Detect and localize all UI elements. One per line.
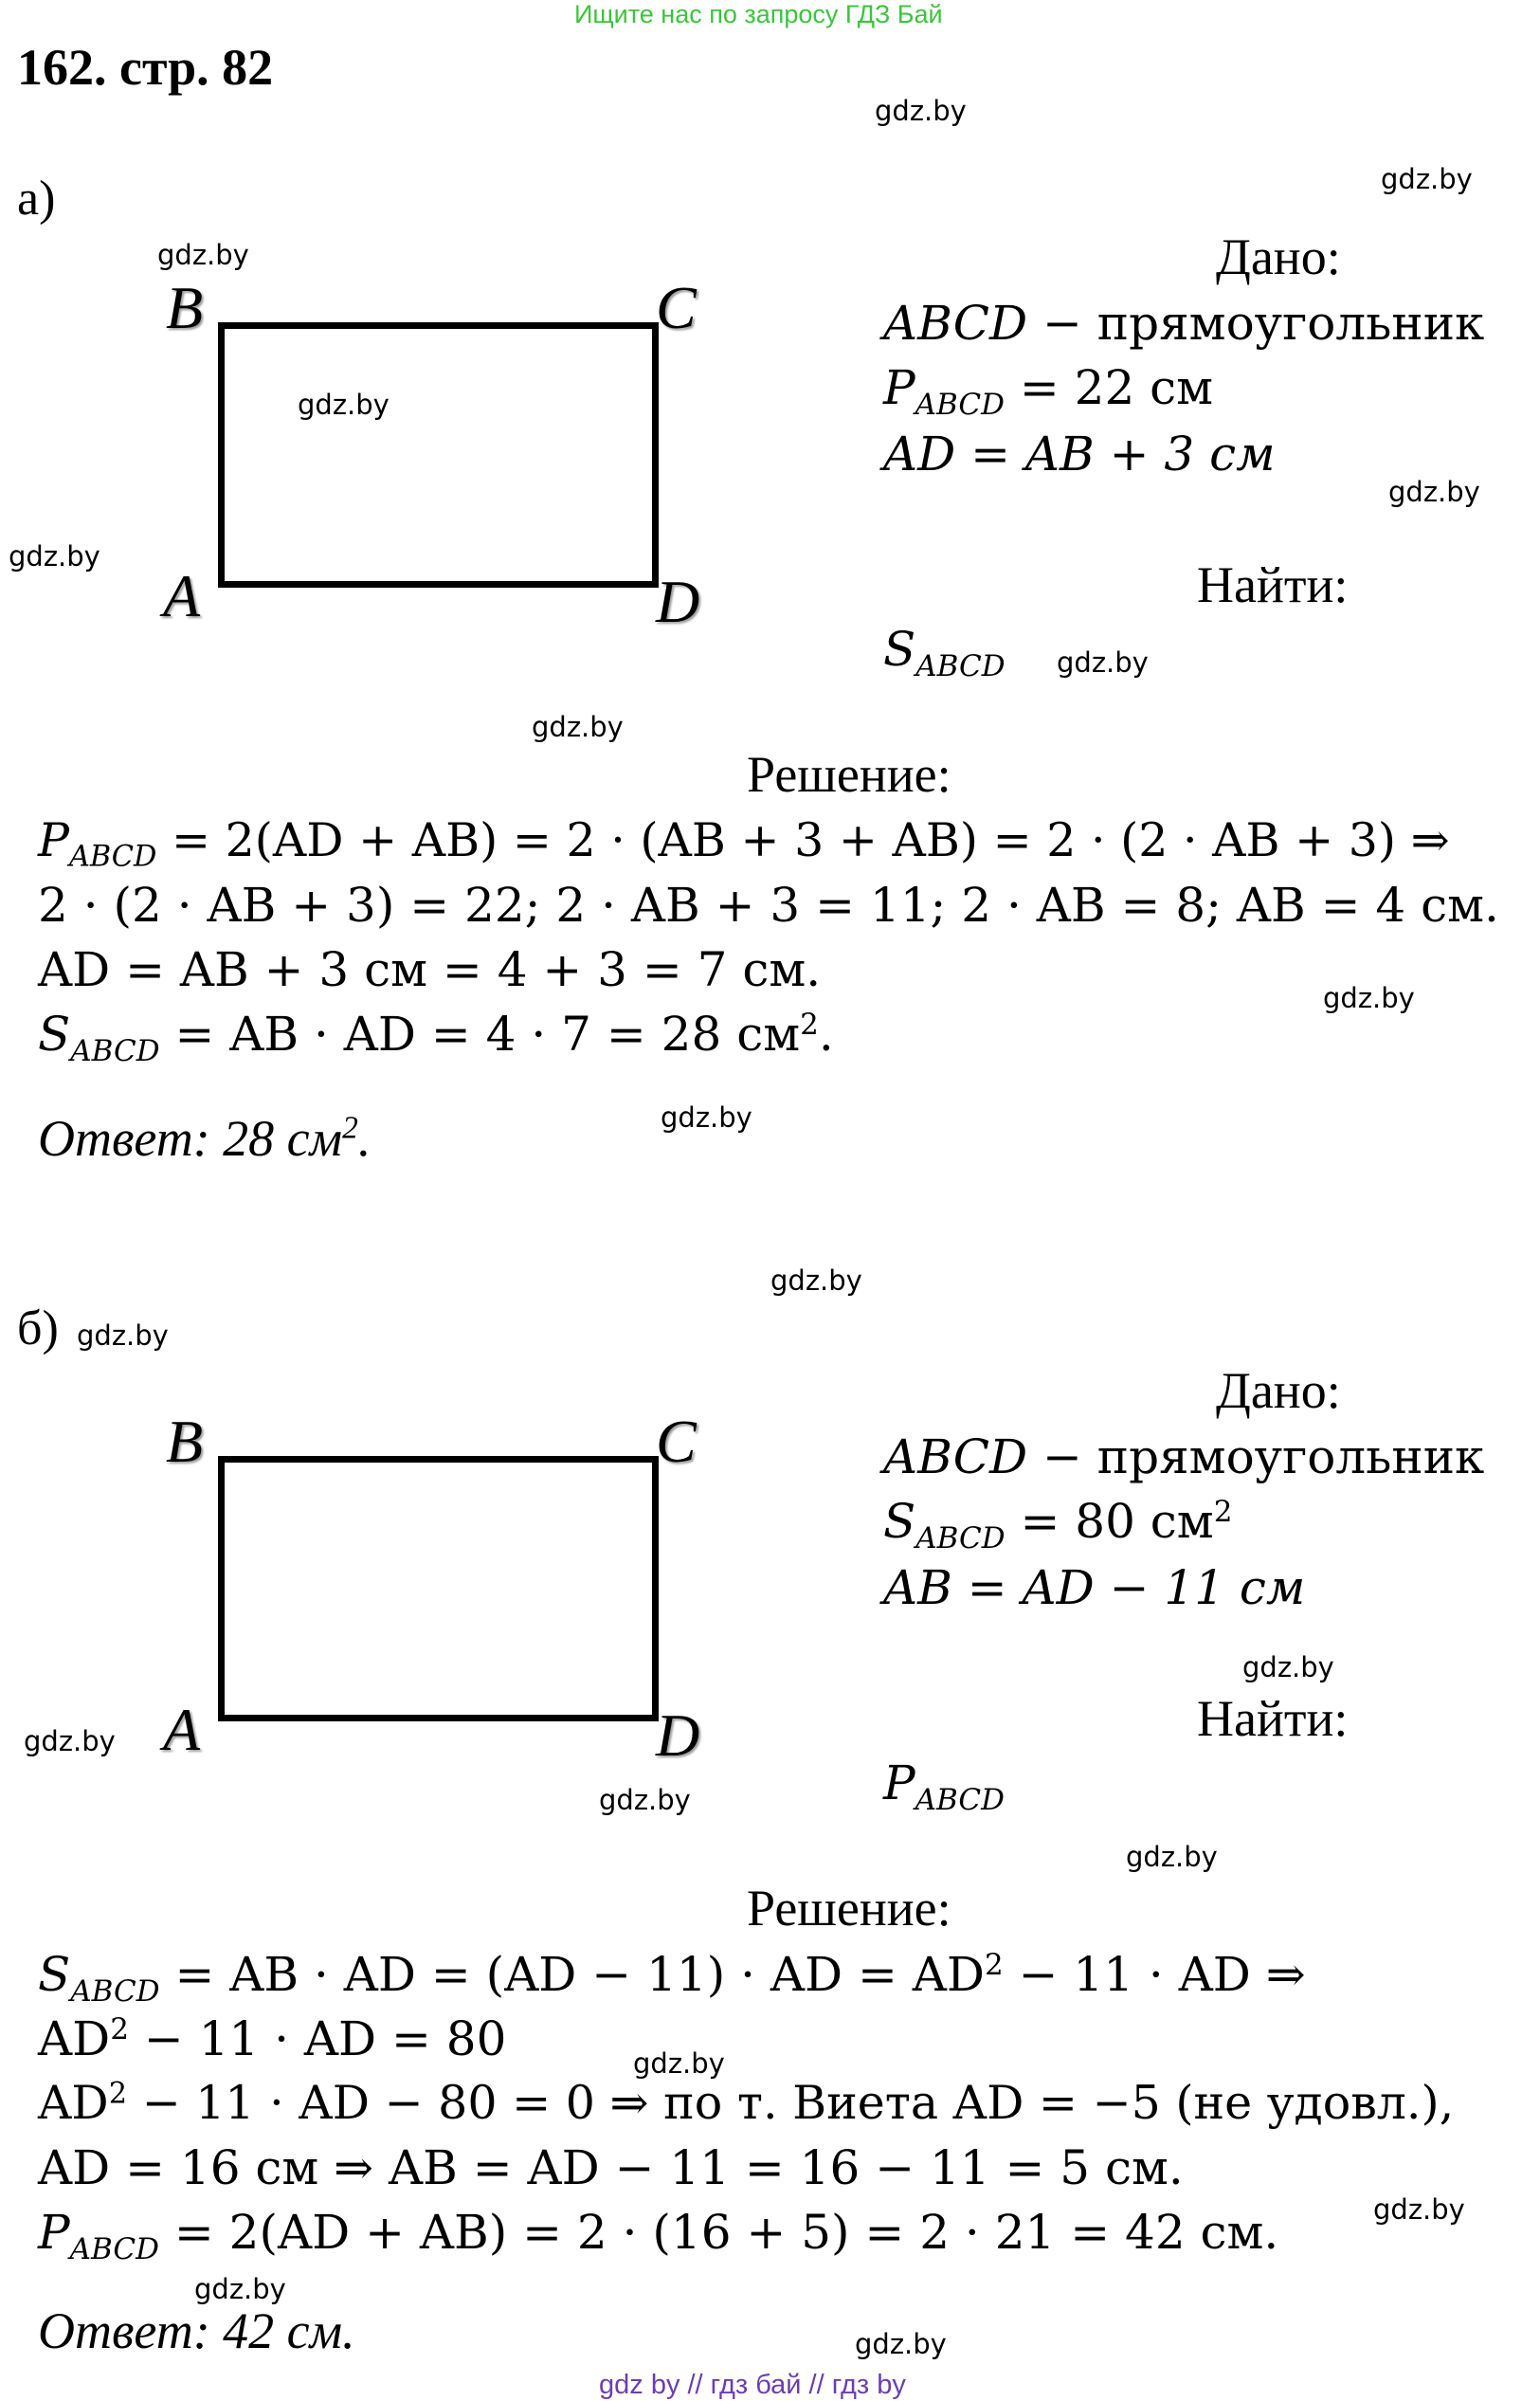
solution-line-3-a: AD = AB + 3 см = 4 + 3 = 7 см. <box>38 942 822 997</box>
watermark: gdz.by <box>1242 1651 1334 1683</box>
watermark: gdz.by <box>855 2328 947 2360</box>
watermark: gdz.by <box>157 239 249 271</box>
given-line-1-b: ABCD − прямоугольник <box>883 1429 1485 1484</box>
find-value-b: $P_{ABCD}$ <box>883 1755 1005 1817</box>
given-line-1-a: ABCD − прямоугольник <box>883 296 1485 351</box>
footer-links[interactable]: gdz by // гдз бай // гдз by <box>599 2370 906 2400</box>
given-line-3-b: AB = AD − 11 см <box>883 1560 1306 1615</box>
watermark: gdz.by <box>1381 163 1473 195</box>
watermark: gdz.by <box>875 95 967 127</box>
watermark: gdz.by <box>770 1264 862 1297</box>
watermark: gdz.by <box>661 1101 752 1134</box>
watermark: gdz.by <box>77 1319 169 1352</box>
rectangle-a <box>218 322 659 588</box>
watermark: gdz.by <box>532 711 624 743</box>
vertex-c-b: C <box>656 1408 697 1475</box>
watermark: gdz.by <box>633 2047 725 2080</box>
part-b-label: б) <box>17 1301 59 1355</box>
find-value-a: $S_{ABCD}$ <box>883 622 1006 683</box>
answer-b: Ответ: 42 см. <box>38 2302 355 2359</box>
solution-line-2-b: $AD^2 - 11$ · AD = 80 <box>38 2011 507 2066</box>
find-heading-b: Найти: <box>1197 1690 1349 1747</box>
vertex-d-b: D <box>656 1701 700 1769</box>
solution-heading-b: Решение: <box>747 1880 951 1937</box>
watermark: gdz.by <box>1126 1841 1218 1873</box>
given-line-2-b: $S_{ABCD} = 80$ $см^2$ <box>883 1494 1233 1555</box>
answer-a: Ответ: 28 $см^2$. <box>38 1110 371 1167</box>
given-heading-a: Дано: <box>1216 228 1341 285</box>
watermark: gdz.by <box>194 2273 286 2305</box>
solution-line-4-b: AD = 16 см ⇒ AB = AD − 11 = 16 − 11 = 5 см. <box>38 2140 1184 2195</box>
vertex-d-a: D <box>656 568 700 635</box>
watermark: gdz.by <box>1373 2193 1465 2226</box>
given-line-2-a: $P_{ABCD} = 22$ см <box>883 360 1214 422</box>
solution-heading-a: Решение: <box>747 746 951 803</box>
vertex-c-a: C <box>656 274 697 341</box>
watermark: gdz.by <box>24 1725 116 1757</box>
solution-line-5-b: $P_{ABCD} = 2(AD + AB) = 2 \cdot (16 + 5) = 2 \cdot 21 = 42$ см. <box>38 2205 1279 2266</box>
watermark: gdz.by <box>9 540 100 573</box>
watermark: gdz.by <box>1057 646 1149 679</box>
watermark: gdz.by <box>1323 982 1415 1014</box>
watermark: gdz.by <box>298 389 390 421</box>
given-line-3-a: AD = AB + 3 см <box>883 427 1276 482</box>
solution-line-2-a: 2 · (2 · AB + 3) = 22; 2 · AB + 3 = 11; 2 · AB = 8; AB = 4 см. <box>38 878 1499 933</box>
watermark: gdz.by <box>1388 476 1480 508</box>
solution-line-1-a: $P_{ABCD} = 2(AD + AB) = 2 \cdot (AB + 3 + AB) = 2 \cdot (2$ · AB + 3) ⇒ <box>38 813 1450 874</box>
rectangle-b <box>218 1456 659 1721</box>
vertex-b-a: B <box>166 274 204 341</box>
vertex-a-b: A <box>163 1696 201 1763</box>
solution-line-3-b: $AD^2 - 11$ · AD − 80 = 0 ⇒ по т. Виета AD = −5 (не удовл.), <box>38 2076 1455 2130</box>
part-a-label: а) <box>17 172 56 226</box>
watermark: gdz.by <box>599 1784 691 1816</box>
top-banner: Ищите нас по запросу ГДЗ Бай <box>574 0 943 28</box>
solution-line-4-a: $S_{ABCD}$ = AB · AD = 4 · 7 = 28 $см^2$. <box>38 1007 834 1068</box>
given-heading-b: Дано: <box>1216 1362 1341 1419</box>
solution-line-1-b: $S_{ABCD}$ = AB · AD = (AD − 11) · AD = $AD^2 - 11$ · AD ⇒ <box>38 1947 1306 2009</box>
find-heading-a: Найти: <box>1197 556 1349 613</box>
vertex-b-b: B <box>166 1408 204 1475</box>
vertex-a-a: A <box>163 562 201 629</box>
page-title: 162. стр. 82 <box>17 39 274 96</box>
